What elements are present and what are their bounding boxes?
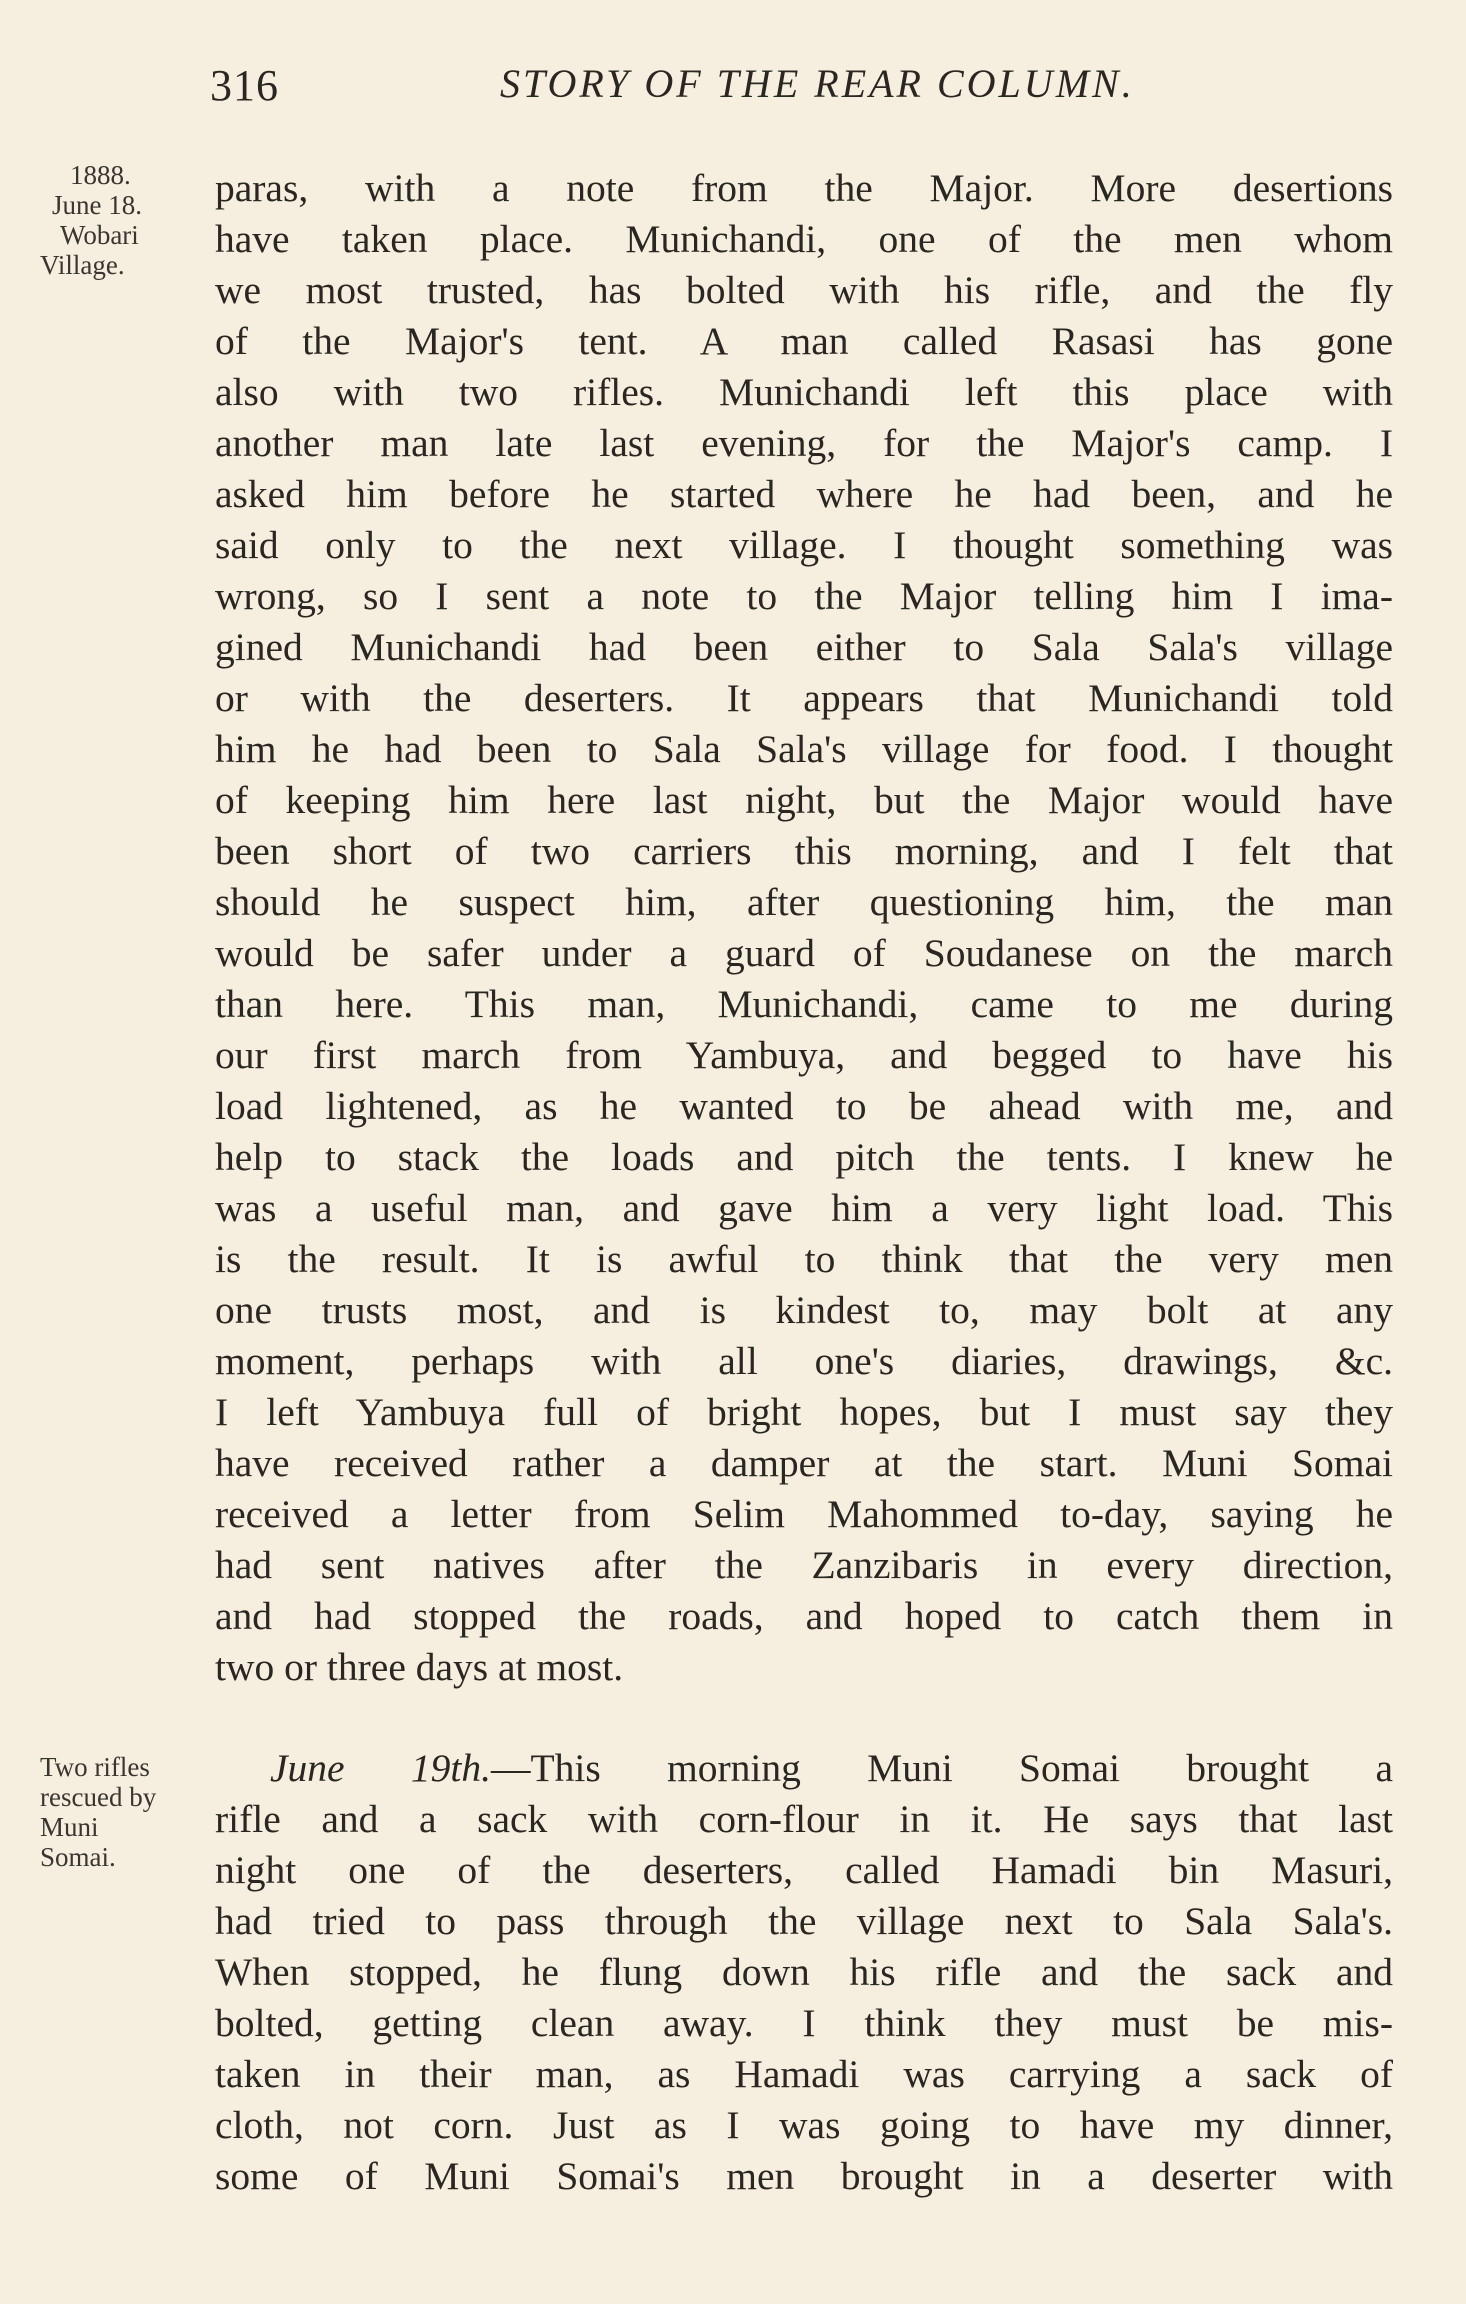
text-line: have received rather a damper at the start. Muni Somai [215, 1441, 1393, 1485]
margin-note-rifles [40, 1752, 220, 1872]
text-line: our first march from Yambuya, and begged to have his [215, 1033, 1393, 1077]
text-line: night one of the deserters, called Hamadi bin Masuri, [215, 1848, 1393, 1892]
text-line: have taken place. Munichandi, one of the men whom [215, 217, 1393, 261]
text-line: load lightened, as he wanted to be ahead with me, and [215, 1084, 1393, 1128]
text-line: When stopped, he flung down his rifle and the sack and [215, 1950, 1393, 1994]
text-line: received a letter from Selim Mahommed to-day, saying he [215, 1492, 1393, 1536]
text-line: taken in their man, as Hamadi was carrying a sack of [215, 2052, 1393, 2096]
text-line: of the Major's tent. A man called Rasasi has gone [215, 319, 1393, 363]
text-line: paras, with a note from the Major. More desertions [215, 166, 1393, 210]
entry-date: June 19th. [270, 1746, 491, 1790]
margin-note-date-place [40, 160, 220, 280]
text-line: is the result. It is awful to think that the very men [215, 1237, 1393, 1281]
text-run: —This morning Muni Somai brought a [490, 1746, 1393, 1790]
text-line: said only to the next village. I thought something was [215, 523, 1393, 567]
text-line: help to stack the loads and pitch the tents. I knew he [215, 1135, 1393, 1179]
text-line: was a useful man, and gave him a very light load. This [215, 1186, 1393, 1230]
text-line: we most trusted, has bolted with his rifle, and the fly [215, 268, 1393, 312]
text-line: cloth, not corn. Just as I was going to have my dinner, [215, 2103, 1393, 2147]
text-line: gined Munichandi had been either to Sala Sala's village [215, 625, 1393, 669]
margin-note-line: June 18. [52, 190, 142, 220]
margin-note-line: Village. [40, 250, 125, 280]
text-line-first [215, 1743, 1393, 1794]
text-line: bolted, getting clean away. I think they must be mis- [215, 2001, 1393, 2045]
text-line: had sent natives after the Zanzibaris in every direction, [215, 1543, 1393, 1587]
text-line: some of Muni Somai's men brought in a deserter with [215, 2154, 1393, 2198]
text-line: should he suspect him, after questioning him, the man [215, 880, 1393, 924]
text-line: and had stopped the roads, and hoped to catch them in [215, 1594, 1393, 1638]
text-line: wrong, so I sent a note to the Major telling him I ima- [215, 574, 1393, 618]
text-line: than here. This man, Munichandi, came to me during [215, 982, 1393, 1026]
text-line: one trusts most, and is kindest to, may bolt at any [215, 1288, 1393, 1332]
text-line: moment, perhaps with all one's diaries, drawings, &c. [215, 1339, 1393, 1383]
text-line: two or three days at most. [215, 1645, 624, 1689]
margin-note-line: 1888. [70, 160, 131, 190]
text-line: would be safer under a guard of Soudanese on the march [215, 931, 1393, 975]
text-line: asked him before he started where he had been, and he [215, 472, 1393, 516]
page-number: 316 [210, 61, 279, 110]
text-line: of keeping him here last night, but the Major would have [215, 778, 1393, 822]
margin-note-line: Muni [40, 1812, 99, 1842]
margin-note-line: rescued by [40, 1782, 157, 1812]
text-line: another man late last evening, for the Major's camp. I [215, 421, 1393, 465]
text-line: rifle and a sack with corn-flour in it. He says that last [215, 1797, 1393, 1841]
running-title: STORY OF THE REAR COLUMN. [500, 61, 1135, 106]
text-line: also with two rifles. Munichandi left this place with [215, 370, 1393, 414]
text-line: been short of two carriers this morning, and I felt that [215, 829, 1393, 873]
margin-note-line: Somai. [40, 1842, 116, 1872]
text-line: or with the deserters. It appears that Munichandi told [215, 676, 1393, 720]
paragraph-june-18 [215, 163, 1393, 1693]
paragraph-june-19 [215, 1743, 1393, 2202]
margin-note-line: Wobari [60, 220, 139, 250]
running-head [210, 52, 1400, 112]
text-line: had tried to pass through the village next to Sala Sala's. [215, 1899, 1393, 1943]
text-line: him he had been to Sala Sala's village for food. I thought [215, 727, 1393, 771]
text-line: I left Yambuya full of bright hopes, but I must say they [215, 1390, 1393, 1434]
margin-note-line: Two rifles [40, 1752, 150, 1782]
